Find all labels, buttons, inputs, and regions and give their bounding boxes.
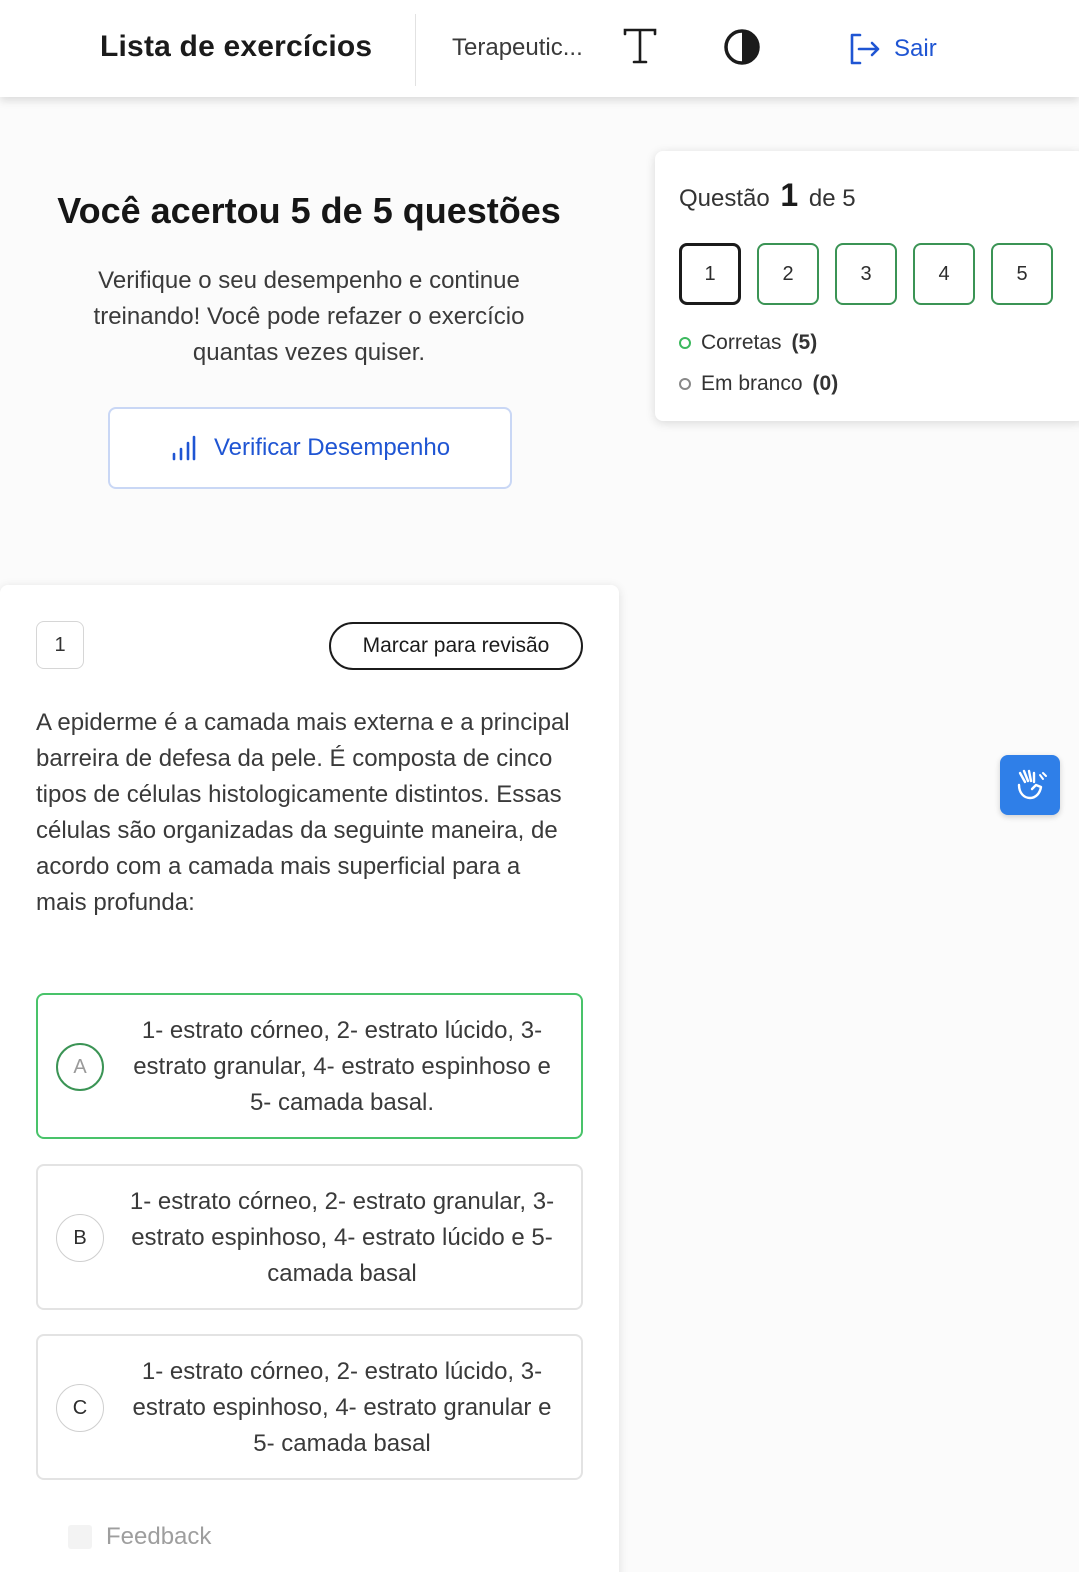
check-performance-button[interactable] [108, 407, 512, 489]
navigator-header [679, 177, 856, 214]
option-text: 1- estrato córneo, 2- estrato lúcido, 3- estrato granular, 4- estrato espinhoso e 5- camada basal. [133, 1017, 551, 1116]
legend-correct-label: Corretas [701, 331, 782, 354]
question-button-5[interactable]: 5 [991, 243, 1053, 305]
option-letter: A [56, 1043, 104, 1091]
bar-chart-icon [170, 435, 196, 461]
question-text: A epiderme é a camada mais externa e a principal barreira de defesa da pele. É composta de cinco tipos de células histologicamente distintos. Essas células são organizadas da seguinte maneira, de acordo com a camada mais superficial para a mais profunda: [36, 709, 570, 916]
correct-dot-icon [679, 337, 691, 349]
question-button-1[interactable]: 1 [679, 243, 741, 305]
contrast-icon [721, 26, 763, 68]
sign-language-button[interactable] [1000, 755, 1060, 815]
feedback-label: Feedback [106, 1523, 212, 1550]
option-a[interactable] [36, 993, 583, 1139]
header-divider [415, 14, 416, 86]
top-bar [0, 0, 1079, 97]
sign-language-icon [1010, 765, 1050, 805]
text-size-icon [619, 22, 661, 70]
question-navigator [655, 151, 1079, 421]
question-buttons [679, 243, 1053, 305]
option-text: 1- estrato córneo, 2- estrato granular, 3- estrato espinhoso, 4- estrato lúcido e 5- camada basal [129, 1188, 555, 1287]
navigator-current: 1 [780, 177, 799, 213]
logout-button[interactable] [846, 30, 937, 68]
option-c[interactable] [36, 1334, 583, 1480]
check-performance-label: Verificar Desempenho [213, 434, 451, 461]
legend-blank-label: Em branco [701, 372, 803, 395]
page-title: Lista de exercícios [100, 30, 373, 63]
navigator-suffix: de 5 [808, 185, 856, 212]
logout-label: Sair [894, 35, 937, 62]
feedback-toggle[interactable] [68, 1523, 211, 1551]
option-letter: C [56, 1384, 104, 1432]
question-button-3[interactable]: 3 [835, 243, 897, 305]
contrast-button[interactable] [721, 26, 763, 68]
question-number: 1 [36, 621, 84, 669]
navigator-prefix: Questão [679, 185, 770, 212]
question-card [0, 585, 619, 1572]
option-letter: B [56, 1214, 104, 1262]
question-button-4[interactable]: 4 [913, 243, 975, 305]
legend-blank [679, 372, 838, 396]
feedback-checkbox[interactable] [68, 1525, 92, 1549]
blank-dot-icon [679, 378, 691, 390]
mark-for-review-button[interactable]: Marcar para revisão [329, 622, 583, 670]
option-text: 1- estrato córneo, 2- estrato lúcido, 3- estrato espinhoso, 4- estrato granular e 5- camada basal [132, 1358, 552, 1457]
result-description: Verifique o seu desempenho e continue treinando! Você pode refazer o exercício quantas vezes quiser. [93, 267, 525, 366]
result-title: Você acertou 5 de 5 questões [57, 190, 561, 231]
option-b[interactable] [36, 1164, 583, 1310]
logout-icon [846, 31, 882, 67]
question-button-2[interactable]: 2 [757, 243, 819, 305]
course-name[interactable]: Terapeutic... [452, 34, 583, 61]
legend-correct [679, 331, 817, 355]
font-size-button[interactable] [619, 22, 661, 70]
legend-correct-count: (5) [791, 331, 818, 354]
legend-blank-count: (0) [812, 372, 839, 395]
